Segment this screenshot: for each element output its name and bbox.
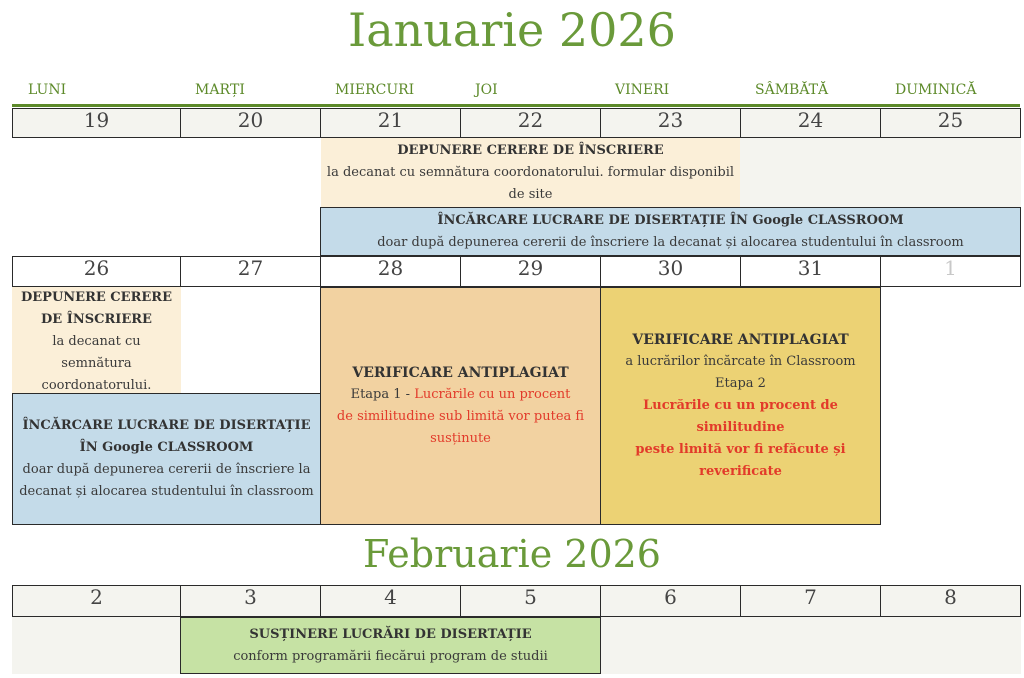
event-text: doar după depunerea cererii de înscriere la (22, 462, 311, 477)
dayname-sunday: DUMINICĂ (895, 82, 977, 98)
event-red-text: Lucrările cu un procent de similitudine (643, 398, 838, 435)
day-cell-20: 20 (180, 108, 321, 138)
event-title: DEPUNERE CERERE DE ÎNSCRIERE (397, 143, 664, 158)
event-text: decanat și alocarea studentului în classroom (19, 484, 314, 499)
day-cell-1: 1 (880, 256, 1021, 287)
dayname-monday: LUNI (28, 82, 67, 98)
event-incarcare-lucrare-2 (12, 393, 321, 525)
day-cell-2: 2 (12, 585, 181, 617)
day-cell-7: 7 (740, 585, 881, 617)
page-title-january: Ianuarie 2026 (348, 3, 676, 57)
event-depunere-cerere (321, 138, 740, 208)
day-cell-27: 27 (180, 256, 321, 287)
event-incarcare-lucrare (320, 207, 1021, 256)
empty-filler (12, 617, 181, 674)
event-text: coordonatorului. (41, 378, 152, 393)
dayname-thursday: JOI (475, 82, 498, 98)
event-stage: Etapa 1 - (350, 387, 415, 402)
day-cell-21: 21 (320, 108, 461, 138)
event-text: doar după depunerea cererii de înscriere la decanat și alocarea studentului în classroom (377, 234, 964, 250)
event-text: la decanat cu semnătura coordonatorului. formular disponibil de site (326, 165, 735, 202)
day-cell-4: 4 (320, 585, 461, 617)
empty-filler (600, 617, 1021, 674)
event-red-text: de similitudine sub limită vor putea fi (336, 409, 585, 424)
header-divider (12, 104, 1020, 107)
event-text: Etapa 2 (715, 376, 766, 391)
weekend-filler (740, 138, 1021, 208)
day-cell-29: 29 (460, 256, 601, 287)
page-title-february: Februarie 2026 (363, 532, 661, 576)
event-red-text: peste limită vor fi refăcute și reverificate (635, 442, 846, 479)
day-cell-23: 23 (600, 108, 741, 138)
event-sustinere-lucrari (180, 617, 601, 674)
event-title: ÎNCĂRCARE LUCRARE DE DISERTAȚIE (22, 418, 311, 433)
day-cell-26: 26 (12, 256, 181, 287)
day-cell-30: 30 (600, 256, 741, 287)
day-cell-22: 22 (460, 108, 601, 138)
day-cell-5: 5 (460, 585, 601, 617)
event-title: ÎNCĂRCARE LUCRARE DE DISERTAȚIE ÎN Google CLASSROOM (437, 212, 904, 228)
event-title: VERIFICARE ANTIPLAGIAT (632, 332, 849, 348)
day-cell-6: 6 (600, 585, 741, 617)
dayname-friday: VINERI (615, 82, 670, 98)
dayname-wednesday: MIERCURI (335, 82, 415, 98)
event-title: DEPUNERE CERERE (20, 290, 172, 305)
event-verificare-antiplagiat-1 (320, 287, 601, 525)
day-cell-8: 8 (880, 585, 1021, 617)
event-verificare-antiplagiat-2 (600, 287, 881, 525)
event-title: VERIFICARE ANTIPLAGIAT (352, 365, 569, 381)
event-text: conform programării fiecărui program de studii (233, 648, 548, 664)
event-text: a lucrărilor încărcate în Classroom (625, 354, 856, 369)
dayname-tuesday: MARȚI (195, 82, 245, 98)
event-depunere-cerere-2 (12, 287, 181, 394)
event-red-text: Lucrările cu un procent (414, 387, 571, 402)
day-cell-31: 31 (740, 256, 881, 287)
event-title: SUSȚINERE LUCRĂRI DE DISERTAȚIE (249, 626, 532, 642)
day-cell-28: 28 (320, 256, 461, 287)
day-cell-24: 24 (740, 108, 881, 138)
event-title: ÎN Google CLASSROOM (79, 440, 254, 455)
dayname-saturday: SÂMBĂTĂ (755, 82, 829, 98)
day-cell-3: 3 (180, 585, 321, 617)
day-cell-19: 19 (12, 108, 181, 138)
event-red-text: susținute (430, 431, 491, 446)
event-text: la decanat cu semnătura (52, 334, 141, 371)
event-title: DE ÎNSCRIERE (41, 312, 152, 327)
day-cell-25: 25 (880, 108, 1021, 138)
